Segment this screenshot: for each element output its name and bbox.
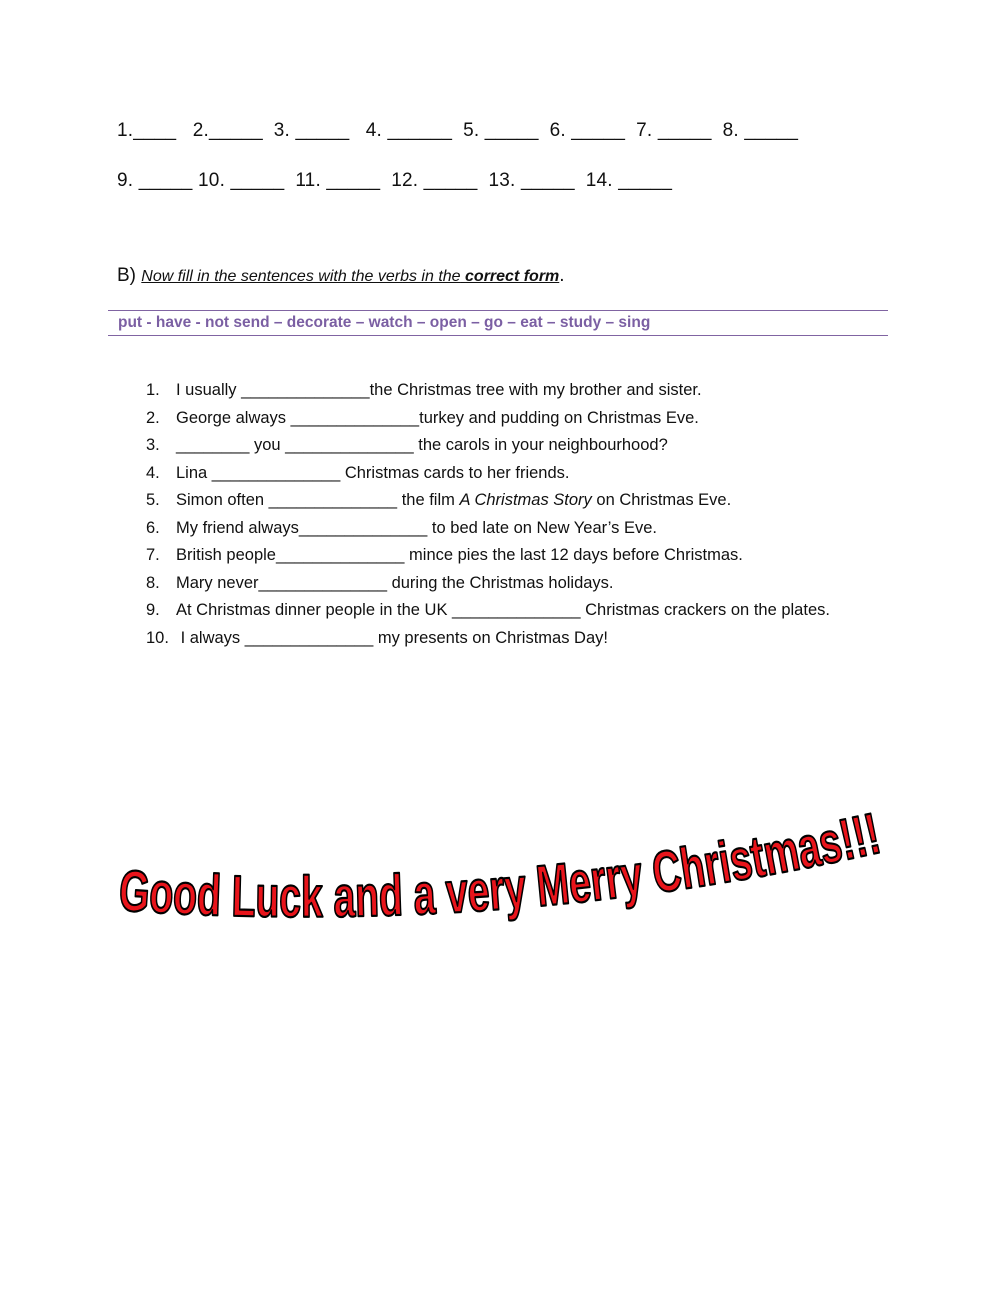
list-item: 7. British people______________ mince pies the last 12 days before Christmas. xyxy=(146,546,743,564)
verb-bank xyxy=(108,310,888,336)
christmas-wordart-banner xyxy=(110,810,900,955)
sentence-list xyxy=(146,381,830,656)
list-item: 9. At Christmas dinner people in the UK ______________ Christmas crackers on the plates. xyxy=(146,601,830,619)
list-item: 1. I usually ______________the Christmas tree with my brother and sister. xyxy=(146,381,702,399)
list-item: 8. Mary never______________ during the Christmas holidays. xyxy=(146,573,614,592)
list-item: 2. George always ______________turkey and pudding on Christmas Eve. xyxy=(146,408,699,427)
list-item: 5. Simon often ______________ the film A Christmas Story on Christmas Eve. xyxy=(146,491,732,509)
wordart-textpath: Good Luck and a very Merry Christmas!!! xyxy=(117,810,892,930)
list-item: 10. I always ______________ my presents on Christmas Day! xyxy=(146,628,608,647)
wordart-svg xyxy=(110,810,900,950)
answer-blanks-row-2: 9. _____ 10. _____ 11. _____ 12. _____ 13. _____ 14. _____ xyxy=(117,170,673,191)
list-item: 4. Lina ______________ Christmas cards to her friends. xyxy=(146,463,570,482)
wordart-text xyxy=(117,810,892,930)
verb-bank-text: put - have - not send – decorate – watch – open – go – eat – study – sing xyxy=(118,314,651,331)
section-b-instruction: Now fill in the sentences with the verbs in the correct form xyxy=(141,268,560,285)
section-b-heading xyxy=(117,265,565,287)
list-item: 6. My friend always______________ to bed late on New Year’s Eve. xyxy=(146,518,657,537)
answer-blanks-row-1: 1.____ 2._____ 3. _____ 4. ______ 5. _____ 6. _____ 7. _____ 8. _____ xyxy=(117,120,799,141)
list-item: 3. ________ you ______________ the carols in your neighbourhood? xyxy=(146,436,668,454)
section-b-period: . xyxy=(559,265,565,286)
section-b-label: B) xyxy=(117,265,136,286)
